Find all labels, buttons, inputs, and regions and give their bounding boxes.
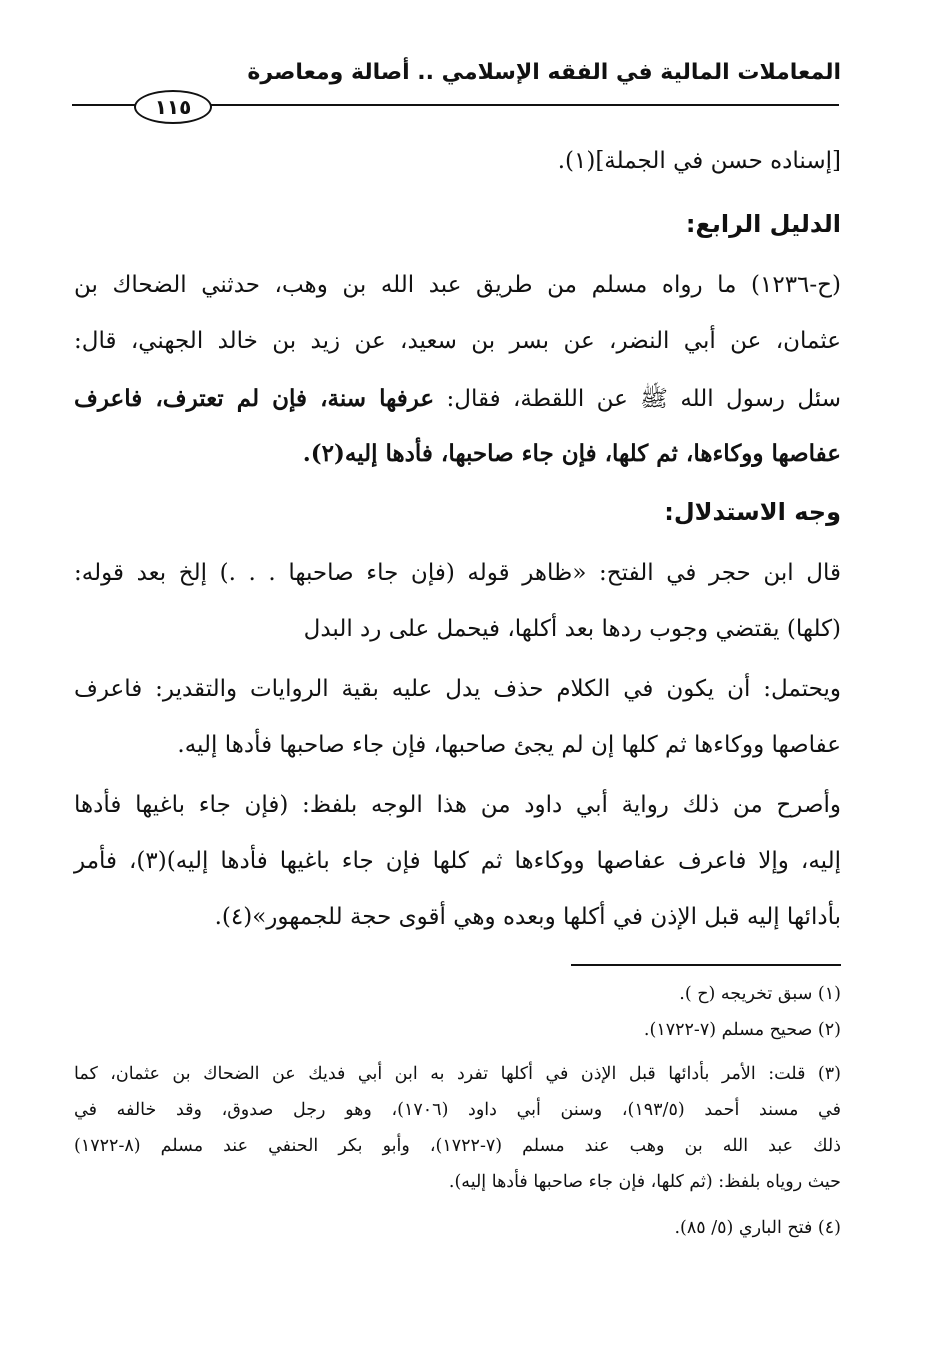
text-line: (ح-١٢٣٦) ما رواه مسلم من طريق عبد الله بن وهب، حدثني الضحاك بن <box>74 272 841 298</box>
text-span: سئل رسول الله ﷺ عن اللقطة، فقال: <box>434 386 841 412</box>
footnote: ذلك عبد الله بن وهب عند مسلم (٧-١٧٢٢)، وأبو بكر الحنفي عند مسلم (٨-١٧٢٢) <box>74 1136 842 1156</box>
footnote: (١) سبق تخريجه (ح ). <box>679 984 841 1004</box>
text-line: [إسناده حسن في الجملة](١). <box>557 148 841 174</box>
text-line: ويحتمل: أن يكون في الكلام حذف يدل عليه بقية الروايات والتقدير: فاعرف <box>74 676 841 702</box>
text-line: (كلها) يقتضي وجوب ردها بعد أكلها، فيحمل على رد البدل <box>303 616 841 642</box>
page-number: ١١٥ <box>134 90 212 124</box>
section-heading: الدليل الرابع: <box>685 210 841 238</box>
footnote: (٢) صحيح مسلم (٧-١٧٢٢). <box>643 1020 841 1040</box>
footnote: حيث روياه بلفظ: (ثم كلها، فإن جاء صاحبها فأدها إليه). <box>448 1172 841 1192</box>
text-line: بأدائها إليه قبل الإذن في أكلها وبعده وهي أقوى حجة للجمهور»(٤). <box>214 904 841 930</box>
section-heading: وجه الاستدلال: <box>664 498 841 526</box>
hadith-quote: عفاصها ووكاءها، ثم كلها، فإن جاء صاحبها، فأدها إليه(٢). <box>302 440 841 467</box>
footnote: (٣) قلت: الأمر بأدائها قبل الإذن في أكلها تفرد به ابن أبي فديك عن الضحاك بن عثمان، كما <box>74 1064 841 1084</box>
text-line: عفاصها ووكاءها ثم كلها إن لم يجئ صاحبها، فإن جاء صاحبها فأدها إليه. <box>177 732 841 758</box>
text-line: وأصرح من ذلك رواية أبي داود من هذا الوجه بلفظ: (فإن جاء باغيها فأدها <box>74 792 841 818</box>
footnote-separator <box>571 964 841 966</box>
text-line: إليه، وإلا فاعرف عفاصها ووكاءها ثم كلها فإن جاء باغيها فأدها إليه)(٣)، فأمر <box>74 848 841 874</box>
text-line <box>74 384 841 418</box>
footnote: في مسند أحمد (١٩٣/٥)، وسنن أبي داود (١٧٠٦)، وهو رجل صدوق، وقد خالفه في <box>74 1100 841 1120</box>
hadith-quote: عرفها سنة، فإن لم تعترف، فاعرف <box>74 385 435 412</box>
text-line: قال ابن حجر في الفتح: «ظاهر قوله (فإن جاء صاحبها . . .) إلخ بعد قوله: <box>74 560 841 586</box>
running-title: المعاملات المالية في الفقه الإسلامي .. أصالة ومعاصرة <box>247 60 841 85</box>
text-line: عثمان، عن أبي النضر، عن بسر بن سعيد، عن زيد بن خالد الجهني، قال: <box>74 328 841 354</box>
footnote: (٤) فتح الباري (٥/ ٨٥). <box>674 1218 841 1238</box>
